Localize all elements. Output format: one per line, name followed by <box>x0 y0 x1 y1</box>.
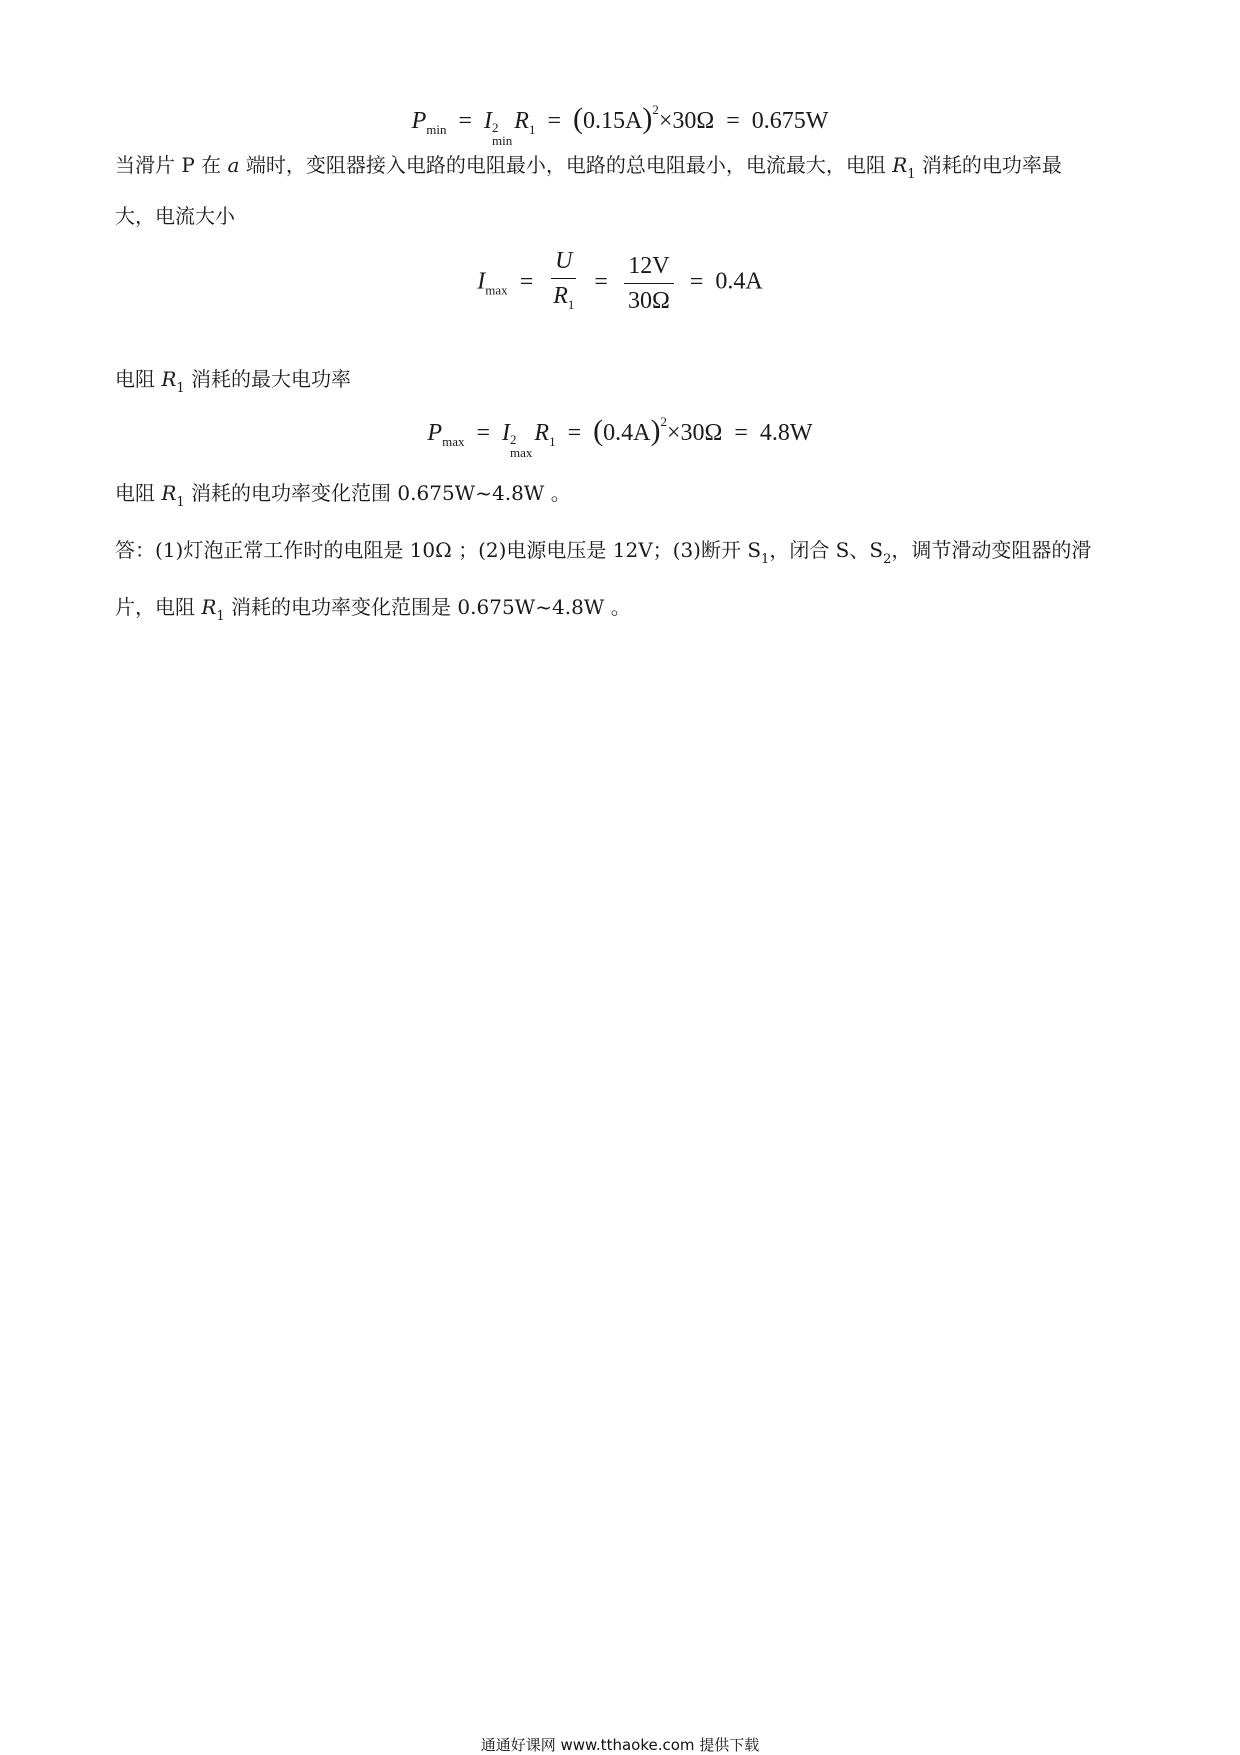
eq-result: 0.4A <box>715 268 763 295</box>
eq-paren: ) <box>650 414 661 447</box>
eq-symbol: R <box>534 420 550 446</box>
eq-symbol: I <box>484 108 493 134</box>
eq-result: 0.675W <box>751 108 829 134</box>
eq-symbol: I <box>502 420 511 446</box>
equation-pmin: $P_{min} = I$ 2 min $R_1 = (0.15A)^2\times 30\Omega = 0.675W$ <box>411 102 829 148</box>
paragraph-line: 大，电流大小 <box>115 204 235 228</box>
eq-denominator: 30Ω <box>627 287 670 314</box>
eq-symbol: R <box>514 108 529 134</box>
eq-symbol: P <box>411 108 427 134</box>
eq-subscript: 1 <box>567 297 575 312</box>
eq-paren: ( <box>572 102 583 135</box>
eq-subscript: max <box>442 434 465 449</box>
eq-fraction <box>549 248 578 318</box>
eq-subscript: min <box>492 133 513 148</box>
paragraph-line: 电阻 $R_1$ 消耗的最大电功率 <box>115 367 352 396</box>
eq-paren: ( <box>593 414 604 447</box>
eq-subscript: max <box>485 282 508 298</box>
paragraph-line: 当滑片 P 在 a 端时，变阻器接入电路的电阻最小，电路的总电阻最小，电流最大，电阻 $R_1$ 消耗的电功率最 <box>115 153 1062 182</box>
eq-superscript: 2 <box>660 414 667 429</box>
eq-subscript: 1 <box>549 434 556 449</box>
eq-superscript: 2 <box>492 120 499 135</box>
eq-result: 4.8W <box>759 420 813 446</box>
paragraph-line: 电阻 $R_1$ 消耗的电功率变化范围 0.675W~4.8W 。 <box>115 481 571 510</box>
eq-fraction <box>624 253 674 314</box>
eq-subscript: 1 <box>528 122 536 137</box>
footer-watermark: 通通好课网 www.tthaoke.com 提供下载 <box>480 1736 760 1754</box>
equation-pmax: $P_{max} = I$ 2 max $R_1 = (0.4A)^2\times 30\Omega = 4.8W$ <box>427 414 813 460</box>
eq-symbol: I <box>477 268 486 295</box>
eq-value: 0.15A <box>582 108 643 134</box>
answer-line: 片，电阻 $R_1$ 消耗的电功率变化范围是 0.675W~4.8W 。 <box>115 595 631 624</box>
eq-subscript: min <box>426 122 447 137</box>
equation-imax: $I_{max}$ = $\frac{U}{R_1}$ = $\frac{12V}{30\Omega}$ = 0.4A <box>0 248 1240 318</box>
eq-numerator: 12V <box>624 253 673 284</box>
eq-paren: ) <box>642 102 653 135</box>
eq-superscript: 2 <box>652 102 659 117</box>
eq-superscript: 2 <box>510 432 517 447</box>
answer-line: 答：(1)灯泡正常工作时的电阻是 10Ω ；(2)电源电压是 12V；(3)断开 $S_1$，闭合 S、$S_2$，调节滑动变阻器的滑 <box>115 538 1092 567</box>
eq-numerator: U <box>551 248 576 279</box>
eq-denominator: R <box>553 283 568 309</box>
eq-value: 0.4A <box>603 420 651 446</box>
eq-symbol: P <box>427 420 443 446</box>
eq-value: ×30Ω <box>666 420 723 446</box>
eq-subscript: max <box>510 445 533 460</box>
eq-value: ×30Ω <box>658 108 715 134</box>
